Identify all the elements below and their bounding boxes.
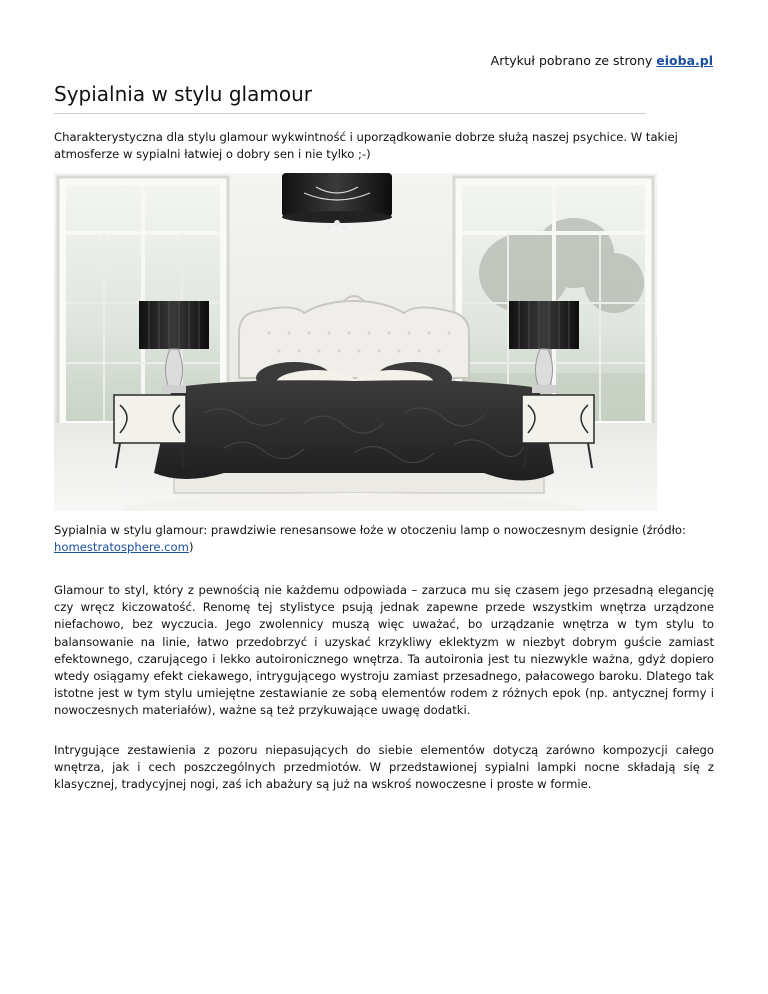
intro-paragraph: Charakterystyczna dla stylu glamour wykwintność i uporządkowanie dobrze służą naszej psychice. W takiej atmosferze w sypialni łatwiej o dobry sen i nie tylko ;-) xyxy=(54,130,678,162)
source-prefix: Artykuł pobrano ze strony xyxy=(490,53,653,68)
body-paragraph-1: Glamour to styl, który z pewnością nie każdemu odpowiada – zarzuca mu się czasem jego przesadną elegancję czy wręcz kiczowatość. Renomę tej stylistyce psują jednak zapewne przede wszystkim wnętrza urządzone niefachowo, bez wyczucia. Jego zwolennicy muszą więc uważać, bo urządzanie wnętrza w tym stylu to balansowanie na linie, łatwo przedobrzyć i uzyskać krzykliwy eklektyzm w niezbyt dobrym guście zamiast efektownego, czarującego i lekko autoironicznego wnętrza. Ta autoironia jest tu niezwykle ważna, gdyż dopiero wtedy osiągamy efekt ciekawego, intrygującego wystroju zamiast przesadnego, pałacowego baroku. Dlatego tak istotne jest w tym stylu umiejętne zestawianie ze sobą elementów rodem z różnych epok (np. antycznej formy i nowoczesnych materiałów), ważne są też przykuwające uwagę dodatki. xyxy=(54,583,714,718)
caption-end: ) xyxy=(188,540,194,555)
title-divider xyxy=(54,113,646,114)
source-link[interactable]: eioba.pl xyxy=(656,53,713,68)
bedroom-photo xyxy=(54,173,657,511)
caption-source-link[interactable]: homestratosphere.com xyxy=(54,540,189,555)
article-title: Sypialnia w stylu glamour xyxy=(54,82,312,106)
caption-text: Sypialnia w stylu glamour: prawdziwie renesansowe łoże w otoczeniu lamp o nowoczesnym designie (źródło: xyxy=(54,523,686,537)
image-caption xyxy=(54,522,714,556)
source-line xyxy=(491,53,713,68)
body-paragraph-2: Intrygujące zestawienia z pozoru niepasujących do siebie elementów dotyczą zarówno kompozycji całego wnętrza, jak i cech poszczególnych przedmiotów. W przedstawionej sypialni lampki nocne składają się z klasycznej, tradycyjnej nogi, zaś ich abażury są już na wskroś nowoczesne i proste w formie. xyxy=(54,743,714,792)
